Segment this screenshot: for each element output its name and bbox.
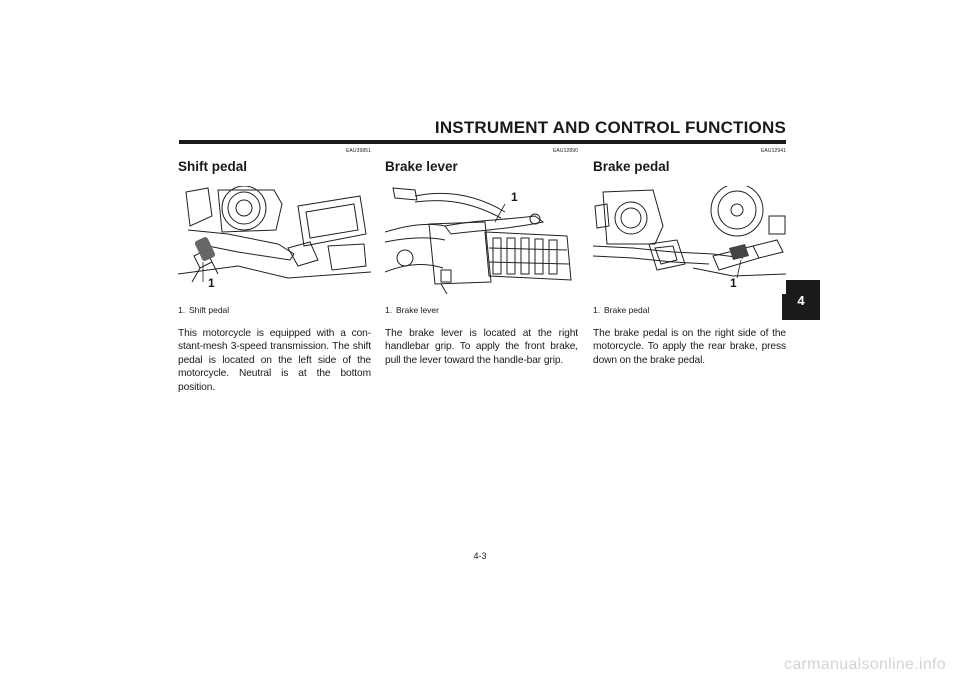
brake-pedal-drawing bbox=[593, 186, 786, 294]
brake-pedal-illustration bbox=[593, 186, 786, 294]
figure-caption bbox=[593, 304, 786, 316]
section-code: EAU12941 bbox=[761, 148, 786, 154]
shift-pedal-drawing bbox=[178, 186, 371, 294]
page-header-title: INSTRUMENT AND CONTROL FUNCTIONS bbox=[434, 118, 786, 137]
section-code: EAU39851 bbox=[346, 148, 371, 154]
callout-number: 1 bbox=[511, 190, 518, 204]
section-shift-pedal bbox=[178, 148, 371, 394]
shift-pedal-illustration bbox=[178, 186, 371, 294]
brake-lever-drawing bbox=[385, 186, 578, 294]
caption-text: Shift pedal bbox=[189, 305, 230, 315]
section-brake-pedal bbox=[593, 148, 786, 367]
caption-text: Brake pedal bbox=[604, 305, 650, 315]
caption-number: 1. bbox=[178, 305, 186, 315]
section-title: Brake lever bbox=[385, 159, 458, 174]
section-body: This motorcycle is equipped with a con-stant-mesh 3-speed transmission. The shift pedal is located on the left side of the motorcycle. Neutral is at the bottom position. bbox=[178, 328, 371, 393]
header-rule bbox=[179, 140, 786, 144]
caption-number: 1. bbox=[385, 305, 393, 315]
watermark-text: carmanualsonline.info bbox=[784, 656, 946, 673]
figure-caption bbox=[385, 304, 578, 316]
section-brake-lever bbox=[385, 148, 578, 367]
caption-text: Brake lever bbox=[396, 305, 439, 315]
page-number: 4-3 bbox=[473, 551, 487, 561]
section-title: Brake pedal bbox=[593, 159, 670, 174]
callout-number: 1 bbox=[730, 276, 737, 290]
section-body: The brake lever is located at the right handlebar grip. To apply the front brake, pull the lever toward the handle-bar grip. bbox=[385, 328, 578, 366]
caption-number: 1. bbox=[593, 305, 601, 315]
callout-number: 1 bbox=[208, 276, 215, 290]
section-title: Shift pedal bbox=[178, 159, 248, 174]
chapter-tab[interactable]: 4 bbox=[782, 280, 820, 320]
brake-lever-illustration bbox=[385, 186, 578, 294]
figure-caption bbox=[178, 304, 371, 316]
section-code: EAU12890 bbox=[553, 148, 578, 154]
section-body: The brake pedal is on the right side of the motorcycle. To apply the rear brake, press down on the brake pedal. bbox=[593, 328, 786, 366]
